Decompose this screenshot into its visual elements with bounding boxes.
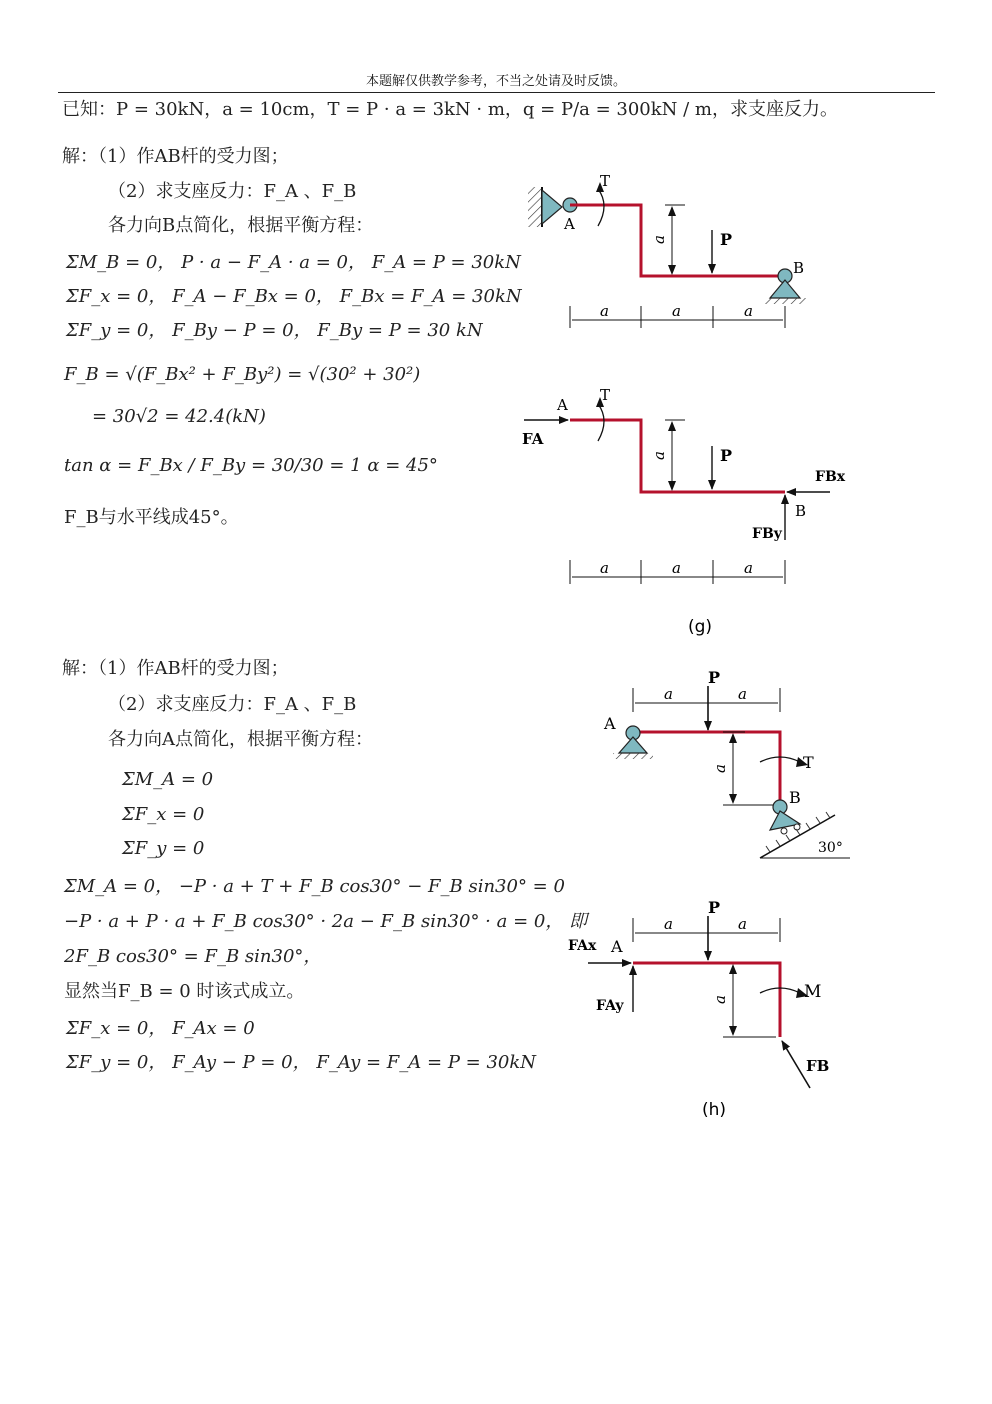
dim-a-1: a [664,685,673,703]
given-line: 已知：P = 30kN，a = 10cm，T = P · a = 3kN · m，q = P/a = 300kN / m，求支座反力。 [62,99,838,120]
dim-a-2: a [672,302,681,320]
sol-g-eq2: ΣF_x = 0， F_A − F_Bx = 0， F_Bx = F_A = 30kN [66,286,522,307]
beam-line [633,963,780,1037]
fig-g-bottom [522,386,846,637]
sol-h-step2: （2）求支座反力：F_A 、F_B [108,694,357,715]
sol-g-step3: 各力向B点简化，根据平衡方程： [108,215,374,236]
label-FA: FA [522,430,544,448]
sol-g-eq3: ΣF_y = 0， F_By − P = 0， F_By = P = 30 kN [66,320,483,341]
fig-h-bottom [568,898,829,1120]
dim-a-3: a [744,559,753,577]
caption-h: (h) [702,1100,727,1120]
sol-g-eq7: F_B与水平线成45°。 [64,507,239,528]
sol-g-eq5: = 30√2 = 42.4(kN) [92,406,266,427]
sol-h-eq7: 显然当F_B = 0 时该式成立。 [64,981,305,1002]
label-T: T [600,172,611,190]
label-FAx: FAx [568,938,597,954]
label-P: P [708,898,721,917]
label-a-vert: a [711,995,729,1004]
dim-a-2: a [738,915,747,933]
dim-a-1: a [600,559,609,577]
dim-a-1: a [600,302,609,320]
label-FAy: FAy [596,998,624,1014]
dim-a-1: a [664,915,673,933]
label-A: A [564,215,575,233]
label-P: P [720,446,733,465]
label-B: B [789,788,801,807]
dim-a-2: a [738,685,747,703]
sol-g-step2: （2）求支座反力：F_A 、F_B [108,181,357,202]
fig-h-top [603,668,850,858]
label-a-vert: a [711,764,729,773]
dim-a-3: a [744,302,753,320]
sol-h-eq5: −P · a + P · a + F_B cos30° · 2a − F_B sin30° · a = 0， 即 [64,911,588,932]
fig-g-top [528,172,806,328]
label-a-vert: a [650,235,668,244]
label-a-vert: a [650,451,668,460]
beam-line [633,732,780,805]
label-P: P [720,230,733,249]
label-T: T [803,753,814,772]
pin-support-icon [542,190,562,224]
sol-h-eq9: ΣF_y = 0， F_Ay − P = 0， F_Ay = F_A = P = 30kN [66,1052,537,1073]
label-FBx: FBx [815,469,846,485]
label-B: B [793,259,805,277]
sol-h-eq8: ΣF_x = 0， F_Ax = 0 [66,1018,255,1039]
label-A: A [611,937,623,956]
sol-g-eq4: F_B = √(F_Bx² + F_By²) = √(30² + 30²) [64,364,421,385]
label-A: A [557,396,568,414]
label-M: M [804,982,822,1002]
dim-a-2: a [672,559,681,577]
sol-h-step3: 各力向A点简化，根据平衡方程： [108,729,373,750]
sol-h-eq6: 2F_B cos30° = F_B sin30°， [64,946,322,967]
sol-h-step1: 解：（1）作AB杆的受力图； [62,658,289,679]
label-angle: 30° [818,840,843,856]
sol-h-eq3: ΣF_y = 0 [122,838,205,859]
label-B: B [795,502,807,520]
caption-g: (g) [688,617,713,637]
label-A: A [604,714,616,733]
sol-g-step1: 解：（1）作AB杆的受力图； [62,146,289,167]
sol-h-eq2: ΣF_x = 0 [122,804,205,825]
label-P: P [708,668,721,687]
wall-hatch [528,187,542,227]
sol-h-eq1: ΣM_A = 0 [122,769,214,790]
pin-support-icon [619,737,647,753]
roller-support-icon [770,280,800,298]
sol-g-eq1: ΣM_B = 0， P · a − F_A · a = 0， F_A = P = 30kN [66,252,521,273]
header-note: 本题解仅供教学参考，不当之处请及时反馈。 [365,74,626,89]
sol-g-eq6: tan α = F_Bx / F_By = 30/30 = 1 α = 45° [64,455,438,476]
sol-h-eq4: ΣM_A = 0， −P · a + T + F_B cos30° − F_B sin30° = 0 [64,876,565,897]
label-FB: FB [806,1057,830,1075]
label-T: T [600,386,611,404]
label-FBy: FBy [752,526,782,542]
